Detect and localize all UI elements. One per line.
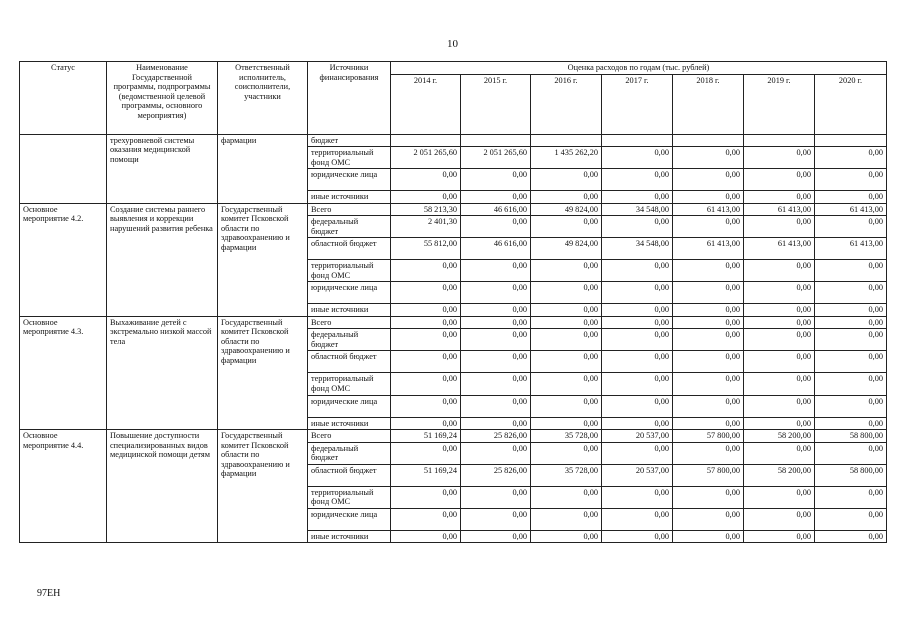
row-value: 0,00 (602, 530, 673, 543)
row-value (815, 134, 887, 147)
row-value: 55 812,00 (391, 238, 461, 260)
row-value: 0,00 (744, 329, 815, 351)
row-value: 1 435 262,20 (531, 147, 602, 169)
row-value: 0,00 (391, 417, 461, 430)
row-status (20, 134, 107, 203)
row-value: 0,00 (744, 530, 815, 543)
row-value: 0,00 (602, 147, 673, 169)
row-value: 0,00 (531, 486, 602, 508)
row-value: 0,00 (531, 316, 602, 329)
row-value: 49 824,00 (531, 238, 602, 260)
row-value: 0,00 (815, 260, 887, 282)
header-estimate: Оценка расходов по годам (тыс. рублей) (391, 62, 887, 75)
row-value: 0,00 (391, 373, 461, 395)
row-value: 0,00 (673, 442, 744, 464)
row-value: 0,00 (673, 351, 744, 373)
header-responsible: Ответственный исполнитель, соисполнители, участники (218, 62, 308, 135)
row-value: 58 213,30 (391, 203, 461, 216)
row-value: 61 413,00 (673, 203, 744, 216)
row-value: 35 728,00 (531, 464, 602, 486)
row-value: 0,00 (602, 216, 673, 238)
row-value: 0,00 (531, 351, 602, 373)
row-value: 0,00 (744, 351, 815, 373)
row-value: 20 537,00 (602, 464, 673, 486)
row-source: территориальный фонд ОМС (308, 486, 391, 508)
row-source: областной бюджет (308, 351, 391, 373)
row-value (673, 134, 744, 147)
row-source: юридические лица (308, 282, 391, 304)
row-value: 0,00 (461, 329, 531, 351)
row-value: 0,00 (815, 486, 887, 508)
row-value: 0,00 (461, 417, 531, 430)
row-value (531, 134, 602, 147)
row-value: 58 200,00 (744, 464, 815, 486)
row-value: 0,00 (815, 508, 887, 530)
table-row (20, 203, 887, 216)
header-year: 2014 г. (391, 74, 461, 134)
row-value: 0,00 (815, 147, 887, 169)
row-value: 0,00 (744, 486, 815, 508)
row-value: 0,00 (531, 329, 602, 351)
row-value: 0,00 (673, 316, 744, 329)
row-value: 0,00 (815, 395, 887, 417)
row-value: 0,00 (744, 147, 815, 169)
row-value: 0,00 (744, 508, 815, 530)
row-value: 57 800,00 (673, 430, 744, 443)
row-value: 0,00 (673, 373, 744, 395)
row-value: 0,00 (531, 169, 602, 191)
table-row (20, 430, 887, 443)
row-program-name: Выхаживание детей с экстремально низкой массой тела (107, 316, 218, 429)
row-program-name: Создание системы раннего выявления и коррекции нарушений развития ребенка (107, 203, 218, 316)
row-value: 0,00 (815, 169, 887, 191)
row-value: 34 548,00 (602, 238, 673, 260)
row-source: иные источники (308, 417, 391, 430)
row-value: 0,00 (531, 282, 602, 304)
row-value: 0,00 (391, 508, 461, 530)
row-source: бюджет (308, 134, 391, 147)
row-value: 0,00 (602, 191, 673, 204)
row-value: 61 413,00 (673, 238, 744, 260)
row-value: 0,00 (673, 169, 744, 191)
row-value: 0,00 (531, 442, 602, 464)
row-value: 0,00 (744, 216, 815, 238)
row-value: 0,00 (391, 530, 461, 543)
row-value: 61 413,00 (744, 238, 815, 260)
row-source: областной бюджет (308, 238, 391, 260)
row-value: 0,00 (391, 351, 461, 373)
row-value: 0,00 (461, 508, 531, 530)
row-value: 0,00 (461, 442, 531, 464)
page-number: 10 (447, 38, 458, 50)
row-value: 0,00 (744, 395, 815, 417)
row-source: областной бюджет (308, 464, 391, 486)
header-year: 2020 г. (815, 74, 887, 134)
row-value: 0,00 (815, 417, 887, 430)
row-value: 0,00 (461, 216, 531, 238)
row-value: 0,00 (461, 316, 531, 329)
header-year: 2015 г. (461, 74, 531, 134)
row-value: 0,00 (461, 260, 531, 282)
row-value: 0,00 (602, 417, 673, 430)
row-source: Всего (308, 316, 391, 329)
row-value: 0,00 (815, 304, 887, 317)
row-value (602, 134, 673, 147)
row-value: 57 800,00 (673, 464, 744, 486)
row-source: территориальный фонд ОМС (308, 373, 391, 395)
row-value: 0,00 (602, 169, 673, 191)
row-value: 0,00 (602, 282, 673, 304)
row-value: 0,00 (531, 191, 602, 204)
row-value: 0,00 (461, 351, 531, 373)
row-value: 0,00 (673, 191, 744, 204)
row-value: 0,00 (744, 442, 815, 464)
row-source: территориальный фонд ОМС (308, 260, 391, 282)
row-source: федеральный бюджет (308, 442, 391, 464)
budget-table (19, 61, 887, 543)
row-value: 0,00 (673, 508, 744, 530)
row-value: 0,00 (461, 304, 531, 317)
row-value: 0,00 (815, 191, 887, 204)
row-value: 0,00 (391, 169, 461, 191)
row-value: 0,00 (815, 329, 887, 351)
row-value: 0,00 (602, 260, 673, 282)
row-value: 0,00 (602, 508, 673, 530)
row-value: 0,00 (744, 316, 815, 329)
row-value: 0,00 (461, 191, 531, 204)
row-value: 0,00 (391, 442, 461, 464)
row-source: юридические лица (308, 395, 391, 417)
row-value: 0,00 (815, 351, 887, 373)
row-value: 0,00 (391, 191, 461, 204)
row-value (744, 134, 815, 147)
row-value: 20 537,00 (602, 430, 673, 443)
row-value: 46 616,00 (461, 238, 531, 260)
row-value: 51 169,24 (391, 430, 461, 443)
row-value: 0,00 (815, 373, 887, 395)
row-value: 51 169,24 (391, 464, 461, 486)
row-value: 0,00 (391, 282, 461, 304)
row-value: 0,00 (673, 282, 744, 304)
row-value: 58 800,00 (815, 430, 887, 443)
header-year: 2018 г. (673, 74, 744, 134)
row-source: территориальный фонд ОМС (308, 147, 391, 169)
row-value: 0,00 (673, 530, 744, 543)
row-value: 0,00 (815, 282, 887, 304)
row-value: 34 548,00 (602, 203, 673, 216)
row-value: 0,00 (531, 508, 602, 530)
row-value: 0,00 (815, 442, 887, 464)
row-program-name: трехуровневой системы оказания медицинской помощи (107, 134, 218, 203)
row-source: юридические лица (308, 169, 391, 191)
row-value: 35 728,00 (531, 430, 602, 443)
row-status: Основное мероприятие 4.3. (20, 316, 107, 429)
row-value: 0,00 (673, 486, 744, 508)
row-value: 61 413,00 (815, 238, 887, 260)
row-status: Основное мероприятие 4.2. (20, 203, 107, 316)
row-value: 0,00 (531, 530, 602, 543)
row-value: 0,00 (673, 417, 744, 430)
row-value: 0,00 (673, 216, 744, 238)
row-value: 0,00 (602, 373, 673, 395)
row-value: 0,00 (461, 395, 531, 417)
row-value: 0,00 (602, 442, 673, 464)
row-value: 0,00 (744, 417, 815, 430)
row-value: 0,00 (531, 216, 602, 238)
row-responsible: Государственный комитет Псковской области по здравоохранению и фармации (218, 203, 308, 316)
row-value: 0,00 (744, 169, 815, 191)
row-value: 2 051 265,60 (391, 147, 461, 169)
row-source: федеральный бюджет (308, 329, 391, 351)
row-value: 0,00 (602, 486, 673, 508)
row-value: 0,00 (531, 417, 602, 430)
row-value: 0,00 (744, 260, 815, 282)
row-value: 0,00 (744, 304, 815, 317)
row-value: 58 200,00 (744, 430, 815, 443)
header-sources: Источники финансирования (308, 62, 391, 135)
row-value: 0,00 (673, 395, 744, 417)
row-value: 25 826,00 (461, 464, 531, 486)
table-row (20, 316, 887, 329)
row-value: 61 413,00 (744, 203, 815, 216)
footer-code: 97ЕН (37, 588, 61, 599)
row-value: 0,00 (815, 316, 887, 329)
row-responsible: Государственный комитет Псковской области по здравоохранению и фармации (218, 430, 308, 543)
row-value: 0,00 (391, 304, 461, 317)
row-source: юридические лица (308, 508, 391, 530)
row-value: 0,00 (673, 260, 744, 282)
row-value: 0,00 (391, 260, 461, 282)
row-source: иные источники (308, 191, 391, 204)
row-value: 0,00 (461, 486, 531, 508)
row-value: 0,00 (391, 395, 461, 417)
header-name: Наименование Государственной программы, подпрограммы (ведомственной целевой программы, основного мероприятия) (107, 62, 218, 135)
row-source: иные источники (308, 530, 391, 543)
row-value: 0,00 (602, 395, 673, 417)
row-value (461, 134, 531, 147)
row-value: 0,00 (602, 304, 673, 317)
header-year: 2016 г. (531, 74, 602, 134)
row-value: 0,00 (602, 316, 673, 329)
row-value: 0,00 (815, 216, 887, 238)
row-program-name: Повышение доступности специализированных видов медицинской помощи детям (107, 430, 218, 543)
row-source: Всего (308, 203, 391, 216)
row-value: 0,00 (531, 304, 602, 317)
row-value: 0,00 (461, 530, 531, 543)
header-status: Статус (20, 62, 107, 135)
row-value: 0,00 (461, 282, 531, 304)
row-source: иные источники (308, 304, 391, 317)
row-value: 46 616,00 (461, 203, 531, 216)
row-value: 0,00 (531, 395, 602, 417)
row-value: 2 051 265,60 (461, 147, 531, 169)
row-value: 0,00 (744, 282, 815, 304)
row-responsible: Государственный комитет Псковской области по здравоохранению и фармации (218, 316, 308, 429)
row-value: 61 413,00 (815, 203, 887, 216)
row-source: федеральный бюджет (308, 216, 391, 238)
row-value: 58 800,00 (815, 464, 887, 486)
row-value: 0,00 (673, 147, 744, 169)
row-value: 0,00 (531, 373, 602, 395)
row-value: 0,00 (531, 260, 602, 282)
row-value: 0,00 (744, 373, 815, 395)
row-value: 0,00 (391, 316, 461, 329)
row-value: 0,00 (673, 329, 744, 351)
row-value: 0,00 (391, 329, 461, 351)
row-value (391, 134, 461, 147)
row-value: 0,00 (815, 530, 887, 543)
table-row (20, 134, 887, 147)
header-year: 2017 г. (602, 74, 673, 134)
row-value: 0,00 (673, 304, 744, 317)
row-value: 25 826,00 (461, 430, 531, 443)
row-source: Всего (308, 430, 391, 443)
row-value: 0,00 (744, 191, 815, 204)
row-value: 49 824,00 (531, 203, 602, 216)
header-year: 2019 г. (744, 74, 815, 134)
row-value: 0,00 (461, 169, 531, 191)
row-value: 0,00 (602, 351, 673, 373)
row-value: 2 401,30 (391, 216, 461, 238)
row-value: 0,00 (461, 373, 531, 395)
row-value: 0,00 (391, 486, 461, 508)
row-responsible: фармации (218, 134, 308, 203)
row-value: 0,00 (602, 329, 673, 351)
row-status: Основное мероприятие 4.4. (20, 430, 107, 543)
